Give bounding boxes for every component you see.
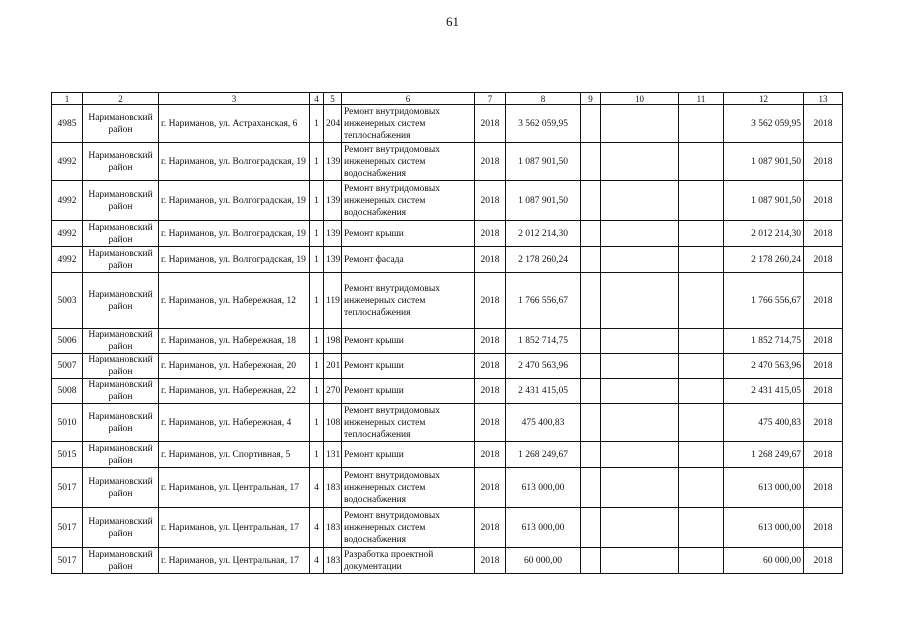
cell-address: г. Нариманов, ул. Набережная, 12 bbox=[159, 273, 310, 329]
cell-work-type: Ремонт крыши bbox=[342, 442, 475, 468]
cell-col-4: 1 bbox=[310, 273, 324, 329]
col-header-3: 3 bbox=[159, 93, 310, 105]
cell-col-5: 131 bbox=[324, 442, 342, 468]
cell-col-10 bbox=[601, 442, 679, 468]
cell-col-11 bbox=[679, 468, 724, 508]
cell-col-4: 1 bbox=[310, 181, 324, 221]
cell-completion-year: 2018 bbox=[804, 468, 843, 508]
cell-district: Наримановский район bbox=[83, 468, 159, 508]
cell-district: Наримановский район bbox=[83, 404, 159, 442]
col-header-5: 5 bbox=[324, 93, 342, 105]
cell-col-9 bbox=[581, 221, 601, 247]
cell-year: 2018 bbox=[475, 468, 506, 508]
cell-work-type: Ремонт внутридомовых инженерных систем водоснабжения bbox=[342, 181, 475, 221]
cell-work-type: Ремонт крыши bbox=[342, 354, 475, 379]
cell-col-5: 183 bbox=[324, 508, 342, 548]
cell-district: Наримановский район bbox=[83, 143, 159, 181]
cell-col-10 bbox=[601, 273, 679, 329]
cell-year: 2018 bbox=[475, 354, 506, 379]
cell-completion-year: 2018 bbox=[804, 508, 843, 548]
cell-col-11 bbox=[679, 404, 724, 442]
cell-col-11 bbox=[679, 273, 724, 329]
cell-col-11 bbox=[679, 329, 724, 354]
cell-total: 60 000,00 bbox=[724, 548, 804, 574]
cell-cost: 1 087 901,50 bbox=[506, 181, 581, 221]
cell-cost: 2 431 415,05 bbox=[506, 379, 581, 404]
cell-col-11 bbox=[679, 105, 724, 143]
cell-col-9 bbox=[581, 105, 601, 143]
table-row bbox=[52, 221, 843, 247]
cell-total: 613 000,00 bbox=[724, 468, 804, 508]
cell-col-10 bbox=[601, 404, 679, 442]
cell-total: 2 431 415,05 bbox=[724, 379, 804, 404]
cell-district: Наримановский район bbox=[83, 221, 159, 247]
cell-col-4: 1 bbox=[310, 143, 324, 181]
cell-completion-year: 2018 bbox=[804, 247, 843, 273]
table-row bbox=[52, 404, 843, 442]
cell-address: г. Нариманов, ул. Волгоградская, 19 bbox=[159, 181, 310, 221]
cell-col-5: 139 bbox=[324, 181, 342, 221]
cell-record-id: 5017 bbox=[52, 508, 83, 548]
cell-cost: 1 268 249,67 bbox=[506, 442, 581, 468]
cell-col-4: 4 bbox=[310, 508, 324, 548]
cell-address: г. Нариманов, ул. Спортивная, 5 bbox=[159, 442, 310, 468]
cell-record-id: 5007 bbox=[52, 354, 83, 379]
cell-work-type: Ремонт внутридомовых инженерных систем водоснабжения bbox=[342, 143, 475, 181]
col-header-8: 8 bbox=[506, 93, 581, 105]
col-header-12: 12 bbox=[724, 93, 804, 105]
cell-cost: 475 400,83 bbox=[506, 404, 581, 442]
cell-district: Наримановский район bbox=[83, 379, 159, 404]
cell-year: 2018 bbox=[475, 548, 506, 574]
cell-record-id: 5017 bbox=[52, 468, 83, 508]
cell-col-11 bbox=[679, 508, 724, 548]
table-row bbox=[52, 247, 843, 273]
cell-col-11 bbox=[679, 548, 724, 574]
cell-total: 613 000,00 bbox=[724, 508, 804, 548]
col-header-6: 6 bbox=[342, 93, 475, 105]
cell-year: 2018 bbox=[475, 273, 506, 329]
cell-col-4: 1 bbox=[310, 442, 324, 468]
table-row bbox=[52, 143, 843, 181]
cell-total: 2 178 260,24 bbox=[724, 247, 804, 273]
cell-cost: 1 087 901,50 bbox=[506, 143, 581, 181]
cell-col-5: 270 bbox=[324, 379, 342, 404]
table-row bbox=[52, 442, 843, 468]
cell-record-id: 5015 bbox=[52, 442, 83, 468]
cell-district: Наримановский район bbox=[83, 105, 159, 143]
cell-address: г. Нариманов, ул. Волгоградская, 19 bbox=[159, 143, 310, 181]
cell-col-10 bbox=[601, 143, 679, 181]
cell-year: 2018 bbox=[475, 247, 506, 273]
cell-col-9 bbox=[581, 508, 601, 548]
page-number: 61 bbox=[446, 14, 459, 29]
cell-record-id: 5017 bbox=[52, 548, 83, 574]
col-header-2: 2 bbox=[83, 93, 159, 105]
cell-col-9 bbox=[581, 404, 601, 442]
cell-completion-year: 2018 bbox=[804, 379, 843, 404]
cell-col-10 bbox=[601, 247, 679, 273]
cell-col-4: 1 bbox=[310, 354, 324, 379]
cell-completion-year: 2018 bbox=[804, 354, 843, 379]
cell-record-id: 4992 bbox=[52, 143, 83, 181]
table-row bbox=[52, 273, 843, 329]
cell-col-5: 119 bbox=[324, 273, 342, 329]
table-row bbox=[52, 379, 843, 404]
col-header-7: 7 bbox=[475, 93, 506, 105]
cell-record-id: 5003 bbox=[52, 273, 83, 329]
cell-cost: 3 562 059,95 bbox=[506, 105, 581, 143]
cell-col-9 bbox=[581, 247, 601, 273]
cell-cost: 1 852 714,75 bbox=[506, 329, 581, 354]
cell-completion-year: 2018 bbox=[804, 273, 843, 329]
cell-col-9 bbox=[581, 329, 601, 354]
cell-address: г. Нариманов, ул. Набережная, 4 bbox=[159, 404, 310, 442]
cell-work-type: Ремонт внутридомовых инженерных систем теплоснабжения bbox=[342, 105, 475, 143]
cell-col-10 bbox=[601, 508, 679, 548]
table-row bbox=[52, 329, 843, 354]
table-row bbox=[52, 181, 843, 221]
cell-col-9 bbox=[581, 468, 601, 508]
cell-year: 2018 bbox=[475, 329, 506, 354]
cell-address: г. Нариманов, ул. Волгоградская, 19 bbox=[159, 221, 310, 247]
cell-col-5: 183 bbox=[324, 468, 342, 508]
cell-cost: 60 000,00 bbox=[506, 548, 581, 574]
table-row bbox=[52, 468, 843, 508]
cell-cost: 613 000,00 bbox=[506, 508, 581, 548]
cell-col-5: 139 bbox=[324, 221, 342, 247]
cell-col-9 bbox=[581, 181, 601, 221]
cell-year: 2018 bbox=[475, 404, 506, 442]
cell-col-4: 1 bbox=[310, 379, 324, 404]
cell-col-9 bbox=[581, 354, 601, 379]
cell-col-4: 1 bbox=[310, 221, 324, 247]
cell-col-10 bbox=[601, 181, 679, 221]
cell-work-type: Ремонт внутридомовых инженерных систем теплоснабжения bbox=[342, 273, 475, 329]
cell-col-9 bbox=[581, 548, 601, 574]
cell-district: Наримановский район bbox=[83, 181, 159, 221]
cell-record-id: 4992 bbox=[52, 221, 83, 247]
cell-col-9 bbox=[581, 442, 601, 468]
col-header-13: 13 bbox=[804, 93, 843, 105]
cell-work-type: Разработка проектной документации bbox=[342, 548, 475, 574]
cell-col-10 bbox=[601, 105, 679, 143]
cell-address: г. Нариманов, ул. Волгоградская, 19 bbox=[159, 247, 310, 273]
cell-completion-year: 2018 bbox=[804, 548, 843, 574]
cell-col-5: 139 bbox=[324, 143, 342, 181]
cell-year: 2018 bbox=[475, 143, 506, 181]
cell-record-id: 5010 bbox=[52, 404, 83, 442]
cell-district: Наримановский район bbox=[83, 442, 159, 468]
col-header-9: 9 bbox=[581, 93, 601, 105]
cell-col-4: 4 bbox=[310, 468, 324, 508]
cell-address: г. Нариманов, ул. Центральная, 17 bbox=[159, 548, 310, 574]
cell-district: Наримановский район bbox=[83, 548, 159, 574]
cell-work-type: Ремонт внутридомовых инженерных систем водоснабжения bbox=[342, 508, 475, 548]
cell-total: 475 400,83 bbox=[724, 404, 804, 442]
cell-total: 1 087 901,50 bbox=[724, 181, 804, 221]
cell-completion-year: 2018 bbox=[804, 105, 843, 143]
cell-total: 1 766 556,67 bbox=[724, 273, 804, 329]
cell-total: 2 470 563,96 bbox=[724, 354, 804, 379]
col-header-10: 10 bbox=[601, 93, 679, 105]
table-row bbox=[52, 354, 843, 379]
cell-col-4: 1 bbox=[310, 329, 324, 354]
cell-col-10 bbox=[601, 329, 679, 354]
cell-completion-year: 2018 bbox=[804, 181, 843, 221]
cell-col-10 bbox=[601, 468, 679, 508]
cell-district: Наримановский район bbox=[83, 273, 159, 329]
cell-cost: 2 012 214,30 bbox=[506, 221, 581, 247]
cell-address: г. Нариманов, ул. Центральная, 17 bbox=[159, 508, 310, 548]
cell-completion-year: 2018 bbox=[804, 143, 843, 181]
cell-record-id: 4992 bbox=[52, 247, 83, 273]
cell-col-11 bbox=[679, 379, 724, 404]
cell-year: 2018 bbox=[475, 442, 506, 468]
table-row bbox=[52, 548, 843, 574]
table-body bbox=[52, 105, 843, 574]
cell-year: 2018 bbox=[475, 105, 506, 143]
cell-cost: 2 470 563,96 bbox=[506, 354, 581, 379]
cell-total: 1 268 249,67 bbox=[724, 442, 804, 468]
cell-district: Наримановский район bbox=[83, 354, 159, 379]
cell-col-9 bbox=[581, 273, 601, 329]
cell-col-5: 201 bbox=[324, 354, 342, 379]
cell-district: Наримановский район bbox=[83, 247, 159, 273]
cell-col-11 bbox=[679, 181, 724, 221]
cell-total: 1 852 714,75 bbox=[724, 329, 804, 354]
cell-work-type: Ремонт крыши bbox=[342, 221, 475, 247]
cell-address: г. Нариманов, ул. Набережная, 20 bbox=[159, 354, 310, 379]
cell-year: 2018 bbox=[475, 181, 506, 221]
cell-year: 2018 bbox=[475, 379, 506, 404]
cell-col-11 bbox=[679, 143, 724, 181]
cell-address: г. Нариманов, ул. Астраханская, 6 bbox=[159, 105, 310, 143]
cell-address: г. Нариманов, ул. Набережная, 18 bbox=[159, 329, 310, 354]
cell-col-10 bbox=[601, 354, 679, 379]
cell-work-type: Ремонт фасада bbox=[342, 247, 475, 273]
cell-completion-year: 2018 bbox=[804, 329, 843, 354]
cell-col-5: 139 bbox=[324, 247, 342, 273]
col-header-4: 4 bbox=[310, 93, 324, 105]
cell-record-id: 4992 bbox=[52, 181, 83, 221]
cell-district: Наримановский район bbox=[83, 508, 159, 548]
cell-year: 2018 bbox=[475, 508, 506, 548]
cell-col-5: 183 bbox=[324, 548, 342, 574]
table-header bbox=[52, 93, 843, 105]
cell-cost: 613 000,00 bbox=[506, 468, 581, 508]
cell-work-type: Ремонт крыши bbox=[342, 379, 475, 404]
cell-col-4: 4 bbox=[310, 548, 324, 574]
cell-address: г. Нариманов, ул. Набережная, 22 bbox=[159, 379, 310, 404]
cell-work-type: Ремонт внутридомовых инженерных систем теплоснабжения bbox=[342, 404, 475, 442]
cell-col-4: 1 bbox=[310, 105, 324, 143]
col-header-11: 11 bbox=[679, 93, 724, 105]
table-row bbox=[52, 508, 843, 548]
cell-completion-year: 2018 bbox=[804, 221, 843, 247]
cell-col-9 bbox=[581, 143, 601, 181]
cell-cost: 1 766 556,67 bbox=[506, 273, 581, 329]
cell-col-11 bbox=[679, 442, 724, 468]
col-header-1: 1 bbox=[52, 93, 83, 105]
cell-col-5: 108 bbox=[324, 404, 342, 442]
cell-total: 3 562 059,95 bbox=[724, 105, 804, 143]
cell-address: г. Нариманов, ул. Центральная, 17 bbox=[159, 468, 310, 508]
cell-col-4: 1 bbox=[310, 404, 324, 442]
cell-col-11 bbox=[679, 247, 724, 273]
cell-record-id: 5008 bbox=[52, 379, 83, 404]
cell-col-4: 1 bbox=[310, 247, 324, 273]
cell-col-10 bbox=[601, 548, 679, 574]
cell-completion-year: 2018 bbox=[804, 404, 843, 442]
cell-year: 2018 bbox=[475, 221, 506, 247]
capital-repair-table bbox=[51, 92, 843, 574]
cell-record-id: 4985 bbox=[52, 105, 83, 143]
cell-col-5: 198 bbox=[324, 329, 342, 354]
table-row bbox=[52, 105, 843, 143]
cell-col-9 bbox=[581, 379, 601, 404]
cell-col-11 bbox=[679, 354, 724, 379]
cell-col-5: 204 bbox=[324, 105, 342, 143]
cell-total: 2 012 214,30 bbox=[724, 221, 804, 247]
cell-district: Наримановский район bbox=[83, 329, 159, 354]
cell-total: 1 087 901,50 bbox=[724, 143, 804, 181]
cell-cost: 2 178 260,24 bbox=[506, 247, 581, 273]
cell-record-id: 5006 bbox=[52, 329, 83, 354]
cell-work-type: Ремонт крыши bbox=[342, 329, 475, 354]
cell-col-11 bbox=[679, 221, 724, 247]
cell-col-10 bbox=[601, 221, 679, 247]
cell-col-10 bbox=[601, 379, 679, 404]
cell-work-type: Ремонт внутридомовых инженерных систем водоснабжения bbox=[342, 468, 475, 508]
cell-completion-year: 2018 bbox=[804, 442, 843, 468]
